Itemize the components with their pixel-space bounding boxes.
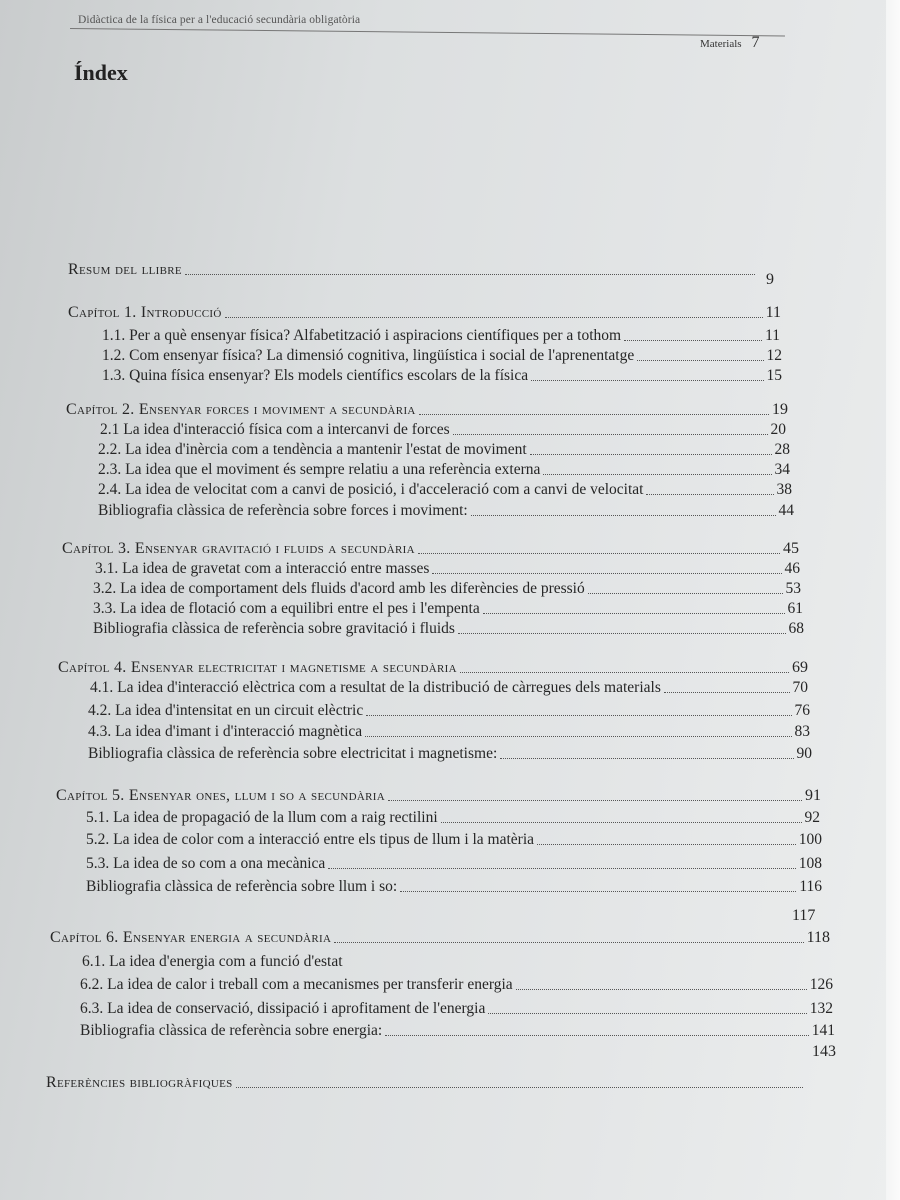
toc-section-5-3[interactable] — [86, 856, 822, 872]
toc-section-label: 6.3. La idea de conservació, dissipació i aprofitament de l'energia — [80, 1000, 486, 1017]
leader-dots — [537, 844, 796, 845]
toc-section-label: 1.2. Com ensenyar física? La dimensió cognitiva, lingüística i social de l'aprenentatge — [102, 347, 635, 364]
toc-section-4-3[interactable] — [88, 724, 810, 740]
toc-section-4-1[interactable] — [90, 680, 808, 696]
toc-section-page: 116 — [799, 878, 822, 895]
toc-section-page: 38 — [776, 481, 792, 498]
toc-chapter-title: Capítol 6. Ensenyar energia a secundària — [50, 929, 332, 946]
leader-dots — [400, 891, 796, 892]
toc-section-5-1[interactable] — [86, 810, 820, 826]
page-edge — [886, 0, 900, 1200]
toc-section-3-bib[interactable] — [93, 621, 804, 637]
toc-entry-label: Resum del llibre — [68, 261, 182, 278]
leader-dots — [453, 434, 768, 435]
toc-chapter-title: Capítol 5. Ensenyar ones, llum i so a secundària — [56, 787, 385, 804]
toc-section-4-2[interactable] — [88, 703, 810, 719]
toc-section-label: 2.1 La idea d'interacció física com a intercanvi de forces — [100, 421, 450, 438]
leader-dots — [365, 736, 791, 737]
leader-dots — [637, 360, 763, 361]
toc-section-label: 4.3. La idea d'imant i d'interacció magnètica — [88, 723, 363, 740]
toc-section-page: 68 — [788, 620, 804, 637]
toc-section-label: 4.1. La idea d'interacció elèctrica com a resultat de la distribució de càrregues dels materials — [90, 679, 661, 696]
leader-dots — [624, 340, 762, 341]
toc-section-page: 100 — [798, 831, 822, 848]
leader-dots — [225, 317, 763, 318]
leader-dots — [460, 672, 789, 673]
toc-section-label: 5.1. La idea de propagació de la llum com a raig rectilini — [86, 809, 438, 826]
toc-section-6-1[interactable] — [82, 954, 432, 970]
toc-section-page: 132 — [809, 1000, 833, 1017]
leader-dots — [185, 274, 755, 275]
toc-section-label: 3.2. La idea de comportament dels fluids d'acord amb les diferències de pressió — [93, 580, 585, 597]
leader-dots — [441, 822, 802, 823]
toc-section-page: 126 — [809, 976, 833, 993]
toc-section-label: Bibliografia clàssica de referència sobre gravitació i fluids — [93, 620, 455, 637]
toc-section-2-3[interactable] — [98, 462, 790, 478]
toc-section-label: 4.2. La idea d'intensitat en un circuit elèctric — [88, 702, 364, 719]
toc-chapter-title: Capítol 1. Introducció — [68, 304, 222, 321]
leader-dots — [483, 613, 785, 614]
toc-chapter-page: 91 — [805, 787, 821, 804]
leader-dots — [236, 1087, 803, 1088]
leader-dots — [388, 800, 802, 801]
leader-dots — [530, 454, 772, 455]
toc-section-3-1[interactable] — [95, 561, 800, 577]
toc-referencies-page: 143 — [812, 1043, 836, 1060]
leader-dots — [664, 692, 790, 693]
toc-section-page: 28 — [774, 441, 790, 458]
header-section-label: Materials — [700, 38, 742, 50]
toc-section-page: 90 — [796, 745, 812, 762]
leader-dots — [646, 494, 773, 495]
leader-dots — [516, 989, 807, 990]
toc-section-1-2[interactable] — [102, 348, 782, 364]
toc-section-page: 118 — [806, 929, 830, 946]
leader-dots — [588, 593, 783, 594]
toc-section-label: 2.2. La idea d'inèrcia com a tendència a mantenir l'estat de moviment — [98, 441, 527, 458]
leader-dots — [531, 380, 763, 381]
toc-section-2-1[interactable] — [100, 422, 786, 438]
leader-dots — [366, 715, 791, 716]
leader-dots — [543, 474, 771, 475]
toc-section-page: 76 — [794, 702, 810, 719]
toc-entry-resum[interactable] — [68, 262, 758, 278]
toc-section-label: Bibliografia clàssica de referència sobre llum i so: — [86, 878, 398, 895]
toc-section-label: Bibliografia clàssica de referència sobre forces i moviment: — [98, 502, 468, 519]
leader-dots — [458, 633, 786, 634]
leader-dots — [419, 414, 769, 415]
toc-chapter-6[interactable] — [50, 930, 830, 946]
toc-section-label: Bibliografia clàssica de referència sobre energia: — [80, 1022, 383, 1039]
toc-section-page: 44 — [778, 502, 794, 519]
toc-section-label: 5.2. La idea de color com a interacció entre els tipus de llum i la matèria — [86, 831, 535, 848]
toc-entry-referencies[interactable] — [46, 1075, 806, 1091]
header-section — [700, 34, 760, 52]
toc-section-page: 92 — [804, 809, 820, 826]
toc-section-page: 83 — [794, 723, 810, 740]
toc-section-1-1[interactable] — [102, 328, 780, 344]
toc-chapter-2[interactable] — [66, 402, 788, 418]
toc-section-page: 46 — [784, 560, 800, 577]
toc-section-2-2[interactable] — [98, 442, 790, 458]
leader-dots — [488, 1013, 806, 1014]
toc-chapter-page: 11 — [765, 304, 781, 321]
toc-section-4-bib[interactable] — [88, 746, 812, 762]
toc-chapter-1[interactable] — [68, 305, 781, 321]
toc-chapter-page: 69 — [792, 659, 808, 676]
leader-dots — [432, 573, 781, 574]
header-page-number: 7 — [751, 34, 760, 51]
toc-section-label: Bibliografia clàssica de referència sobre electricitat i magnetisme: — [88, 745, 498, 762]
toc-chapter-title: Capítol 2. Ensenyar forces i moviment a secundària — [66, 401, 416, 418]
toc-section-label: 3.1. La idea de gravetat com a interacció entre masses — [95, 560, 430, 577]
toc-section-1-3[interactable] — [102, 368, 782, 384]
toc-section-3-2[interactable] — [93, 581, 801, 597]
toc-section-page: 141 — [811, 1022, 835, 1039]
toc-chapter-page: 19 — [772, 401, 788, 418]
toc-section-6-2[interactable] — [80, 977, 833, 993]
header-rule — [70, 28, 785, 36]
index-title: Índex — [74, 60, 128, 85]
toc-entry-page: 9 — [766, 271, 774, 288]
toc-section-5-2[interactable] — [86, 832, 822, 848]
toc-chapter-title: Capítol 3. Ensenyar gravitació i fluids a secundària — [62, 540, 415, 557]
leader-dots — [418, 553, 780, 554]
leader-dots — [334, 942, 803, 943]
toc-section-label: 6.2. La idea de calor i treball com a mecanismes per transferir energia — [80, 976, 513, 993]
toc-chapter-page: 45 — [783, 540, 799, 557]
toc-section-label: 1.3. Quina física ensenyar? Els models científics escolars de la física — [102, 367, 529, 384]
leader-dots — [471, 515, 776, 516]
toc-section-label: 2.4. La idea de velocitat com a canvi de posició, i d'acceleració com a canvi de velocitat — [98, 481, 644, 498]
toc-section-page: 20 — [770, 421, 786, 438]
toc-section-label: 2.3. La idea que el moviment és sempre relatiu a una referència externa — [98, 461, 541, 478]
toc-section-label: 6.1. La idea d'energia com a funció d'estat — [82, 953, 343, 970]
toc-section-page: 70 — [792, 679, 808, 696]
toc-chapter-4[interactable] — [58, 660, 808, 676]
toc-section-label: 5.3. La idea de so com a ona mecànica — [86, 855, 326, 872]
toc-section-page: 108 — [798, 855, 822, 872]
toc-section-label: 1.1. Per a què ensenyar física? Alfabetització i aspiracions científiques per a tothom — [102, 327, 622, 344]
toc-entry-label: Referències bibliogràfiques — [46, 1074, 233, 1091]
running-head: Didàctica de la física per a l'educació secundària obligatòria — [78, 14, 361, 26]
toc-section-page: 15 — [766, 367, 782, 384]
toc-chapter-title: Capítol 4. Ensenyar electricitat i magnetisme a secundària — [58, 659, 457, 676]
leader-dots — [500, 758, 793, 759]
toc-chapter-6-page: 117 — [792, 907, 816, 924]
leader-dots — [385, 1035, 809, 1036]
toc-section-page: 53 — [785, 580, 801, 597]
toc-section-label: 3.3. La idea de flotació com a equilibri entre el pes i l'empenta — [93, 600, 480, 617]
toc-section-3-3[interactable] — [93, 601, 803, 617]
toc-section-page: 34 — [774, 461, 790, 478]
toc-section-2-bib[interactable] — [98, 503, 794, 519]
toc-chapter-5[interactable] — [56, 788, 821, 804]
toc-section-2-4[interactable] — [98, 482, 792, 498]
toc-section-5-bib[interactable] — [86, 879, 822, 895]
toc-section-page: 12 — [766, 347, 782, 364]
toc-chapter-3[interactable] — [62, 541, 799, 557]
toc-section-page: 61 — [787, 600, 803, 617]
toc-section-page: 11 — [765, 327, 780, 344]
toc-section-6-3[interactable] — [80, 1001, 833, 1017]
leader-dots — [328, 868, 795, 869]
toc-section-6-bib[interactable] — [80, 1023, 835, 1039]
